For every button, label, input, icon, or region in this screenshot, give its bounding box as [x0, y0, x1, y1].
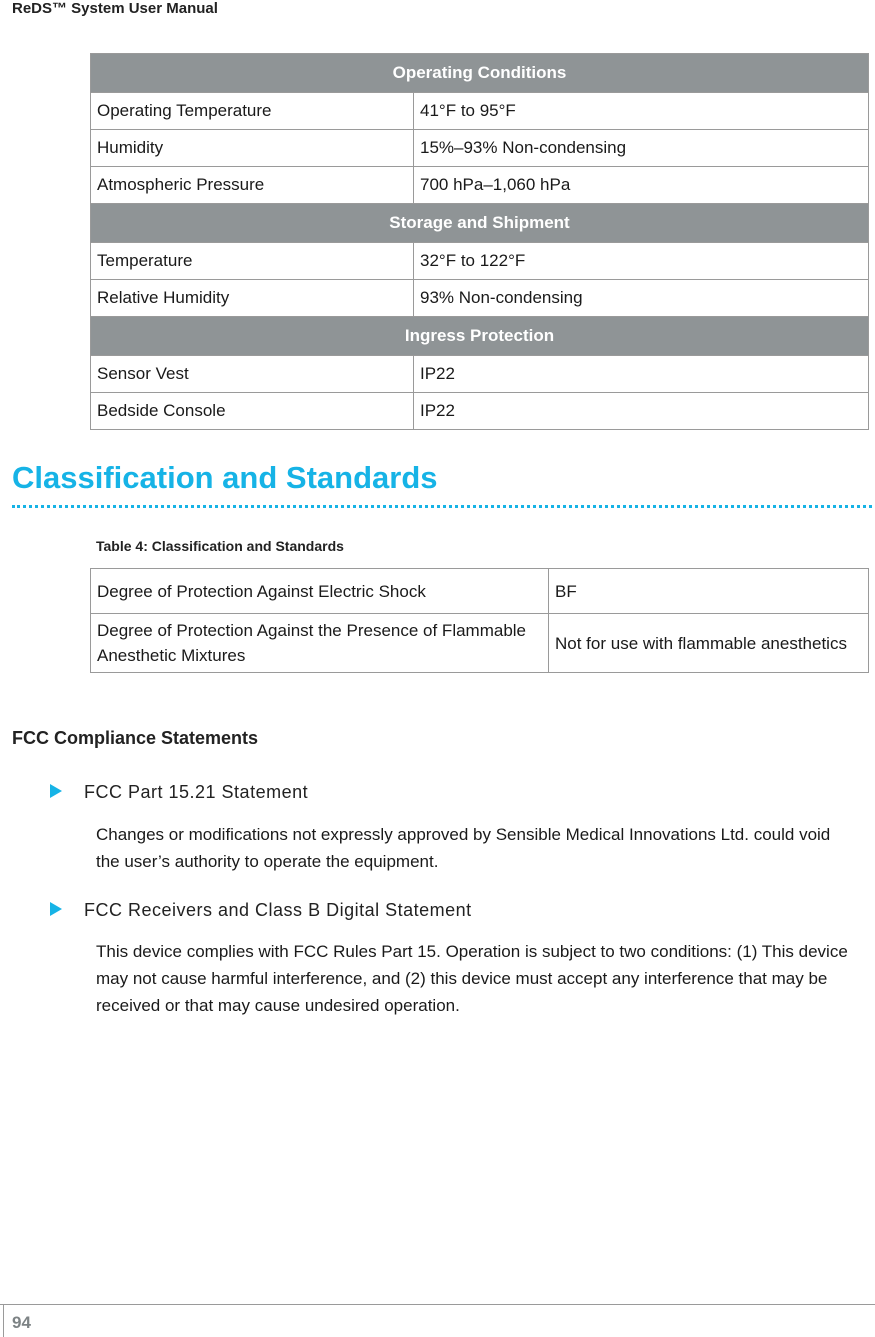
footer-divider-vertical: [3, 1304, 4, 1337]
row-label: Humidity: [91, 130, 414, 167]
group-title: Storage and Shipment: [91, 204, 869, 243]
classification-table: [90, 568, 869, 673]
table-row: [91, 243, 869, 280]
row-value: 700 hPa–1,060 hPa: [414, 167, 869, 204]
row-label: Bedside Console: [91, 393, 414, 430]
table-row: [91, 569, 869, 614]
row-value: 93% Non-condensing: [414, 280, 869, 317]
arrow-bullet-icon: [50, 902, 62, 916]
row-label: Temperature: [91, 243, 414, 280]
footer-divider: [0, 1304, 875, 1305]
row-label: Sensor Vest: [91, 356, 414, 393]
table-row: [91, 393, 869, 430]
fcc-statement-body: This device complies with FCC Rules Part 15. Operation is subject to two conditions: (1) This device may not cause harmful interference, and (2) this device must accept any interference that may be received or that may cause undesired operation.: [96, 942, 848, 1015]
table-group-header: [91, 317, 869, 356]
table-row: [91, 614, 869, 673]
table-row: [91, 280, 869, 317]
row-label: Degree of Protection Against the Presence of Flammable Anesthetic Mixtures: [91, 614, 549, 673]
row-value: Not for use with flammable anesthetics: [549, 614, 869, 673]
arrow-bullet-icon: [50, 784, 62, 798]
row-value: 41°F to 95°F: [414, 93, 869, 130]
section-title: Classification and Standards: [12, 460, 438, 495]
row-value: IP22: [414, 356, 869, 393]
row-value: IP22: [414, 393, 869, 430]
row-value: 15%–93% Non-condensing: [414, 130, 869, 167]
fcc-statement-title: [50, 900, 472, 921]
row-label: Degree of Protection Against Electric Shock: [91, 569, 549, 614]
fcc-heading: FCC Compliance Statements: [12, 728, 259, 748]
statement-title-text: FCC Part 15.21 Statement: [84, 782, 309, 802]
table-caption: Table 4: Classification and Standards: [96, 538, 344, 554]
group-title: Ingress Protection: [91, 317, 869, 356]
row-label: Relative Humidity: [91, 280, 414, 317]
table-group-header: [91, 204, 869, 243]
row-value: BF: [549, 569, 869, 614]
table-row: [91, 356, 869, 393]
statement-title-text: FCC Receivers and Class B Digital Statement: [84, 900, 472, 920]
running-header: ReDS™ System User Manual: [12, 0, 218, 17]
row-value: 32°F to 122°F: [414, 243, 869, 280]
page-number: 94: [12, 1313, 31, 1332]
row-label: Atmospheric Pressure: [91, 167, 414, 204]
table-row: [91, 130, 869, 167]
table-row: [91, 167, 869, 204]
group-title: Operating Conditions: [91, 54, 869, 93]
environment-specs-table: [90, 53, 869, 430]
section-divider: [12, 505, 872, 508]
table-group-header: [91, 54, 869, 93]
fcc-statement-title: [50, 782, 308, 803]
row-label: Operating Temperature: [91, 93, 414, 130]
table-row: [91, 93, 869, 130]
fcc-statement-body: Changes or modifications not expressly approved by Sensible Medical Innovations Ltd. could void the user’s authority to operate the equipment.: [96, 825, 831, 871]
